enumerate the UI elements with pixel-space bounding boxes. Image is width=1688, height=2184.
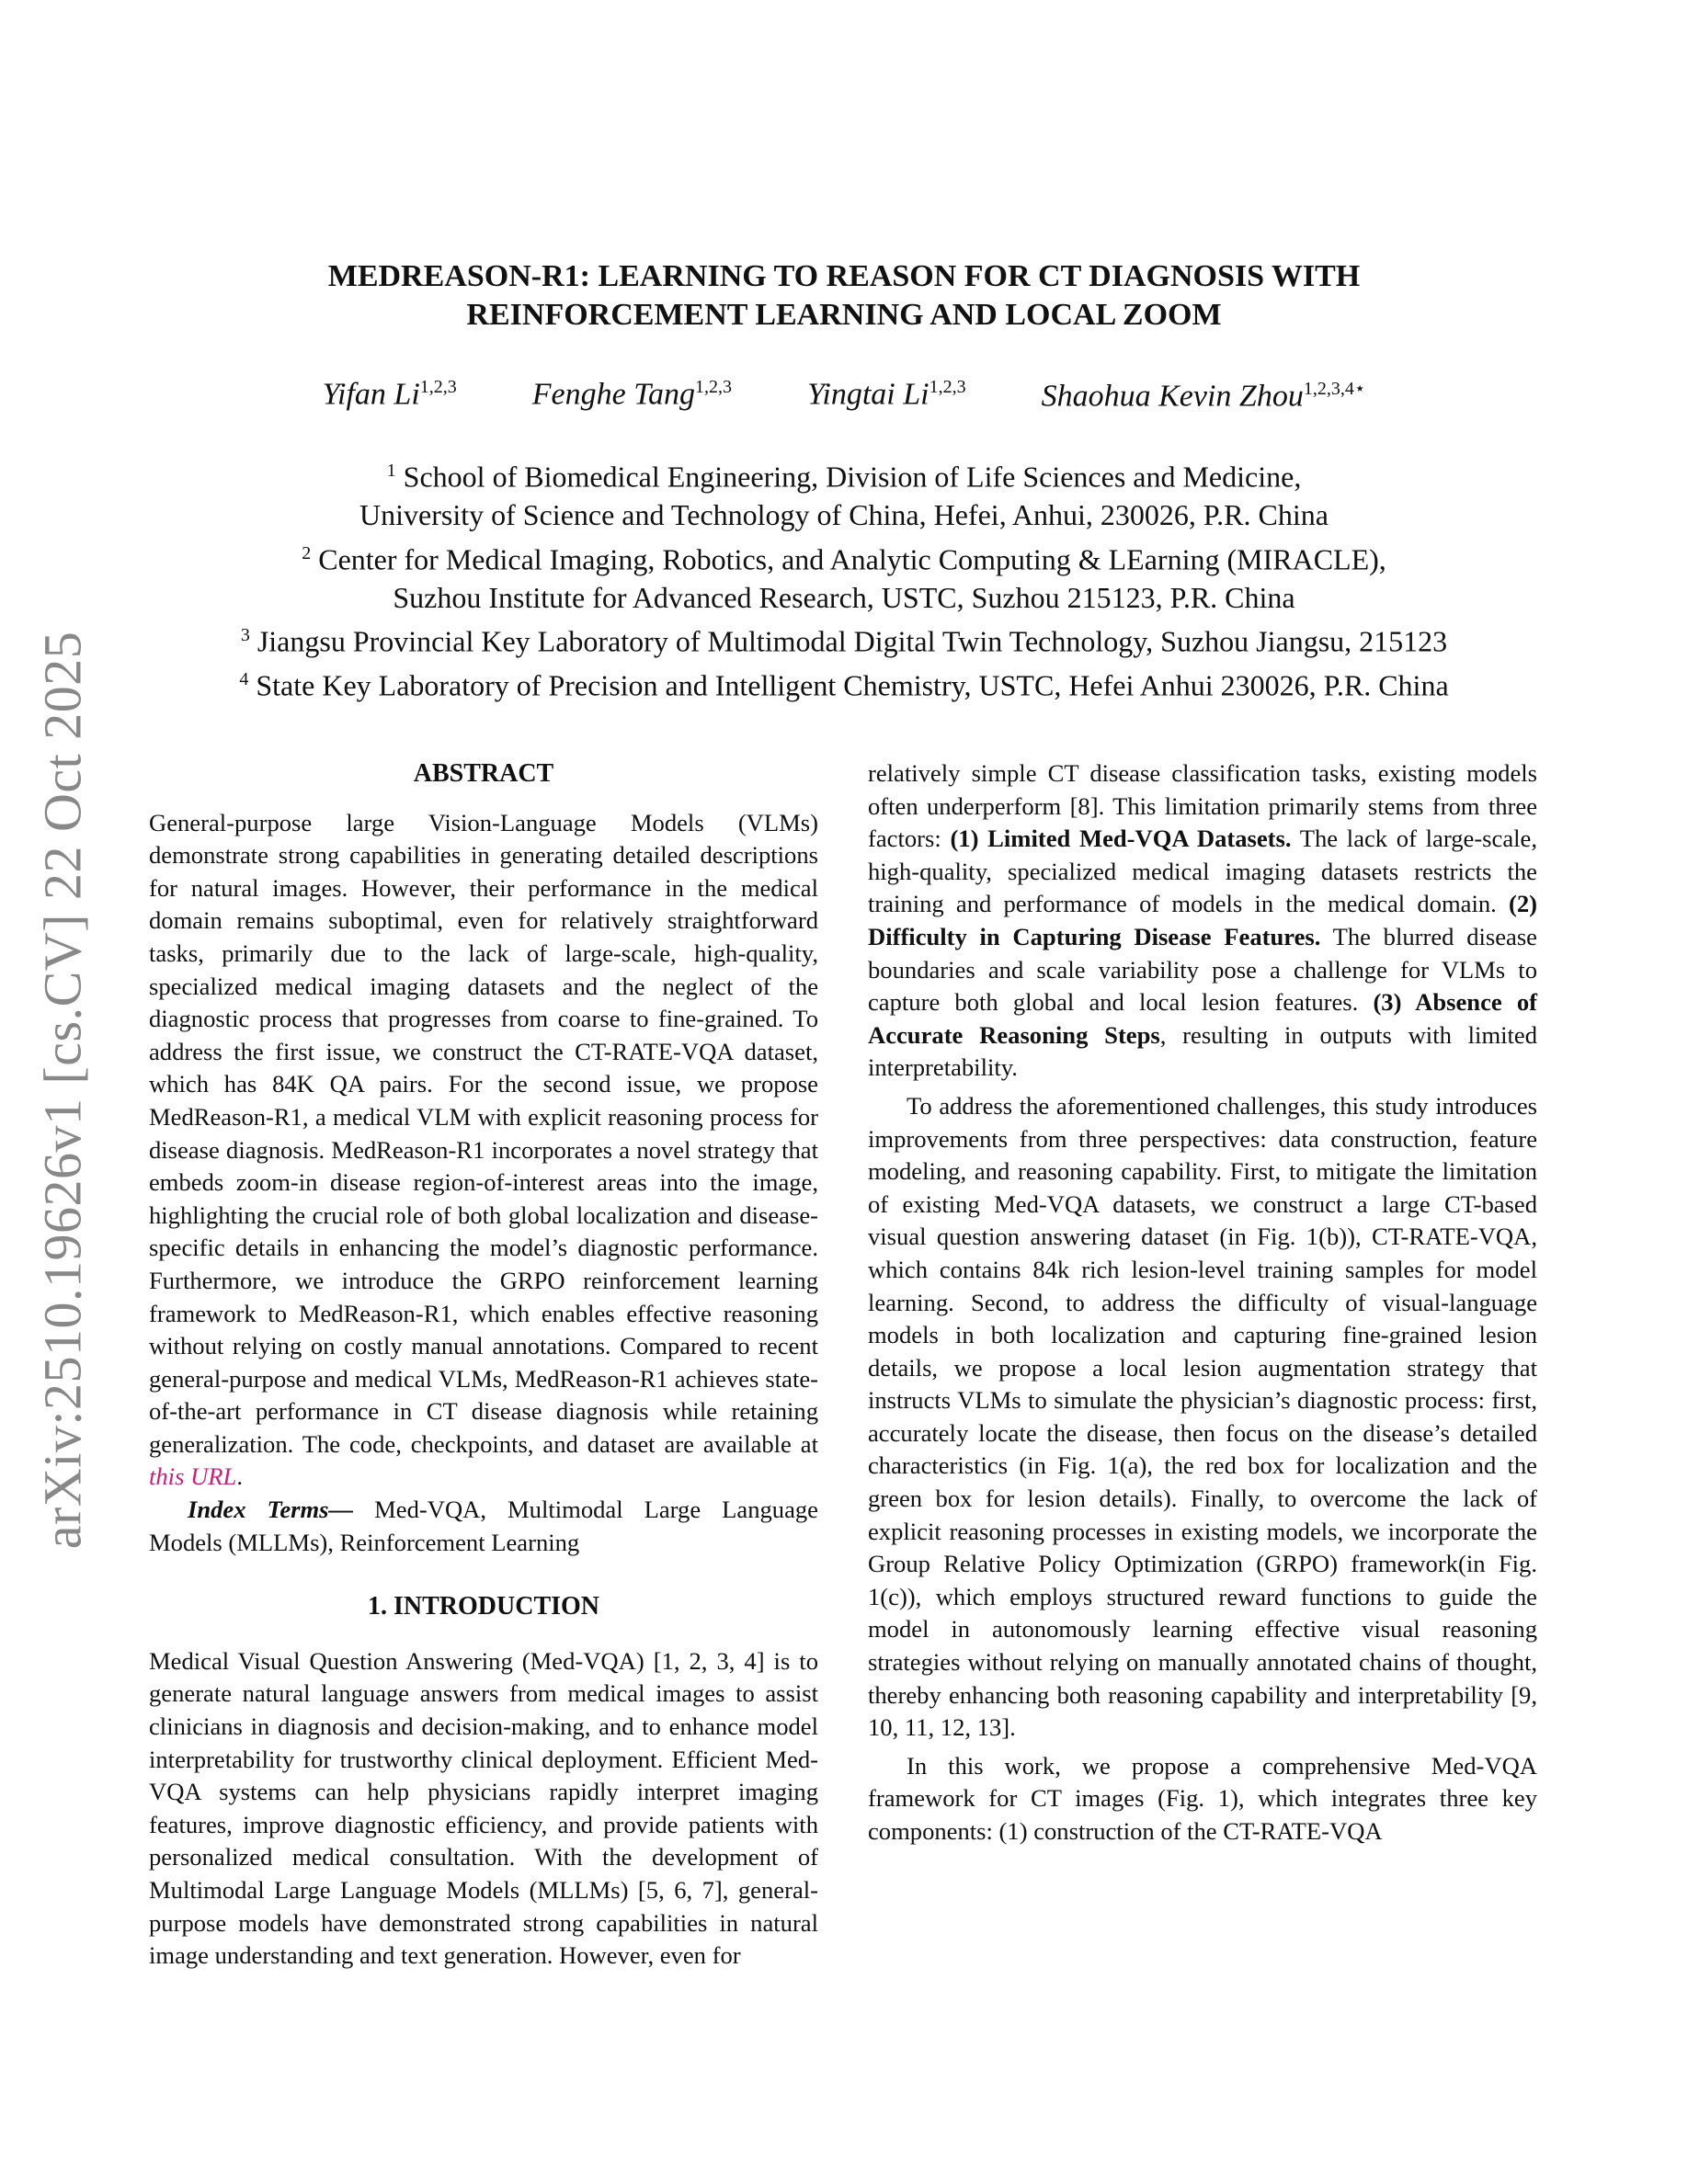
author-list <box>184 377 1504 414</box>
dataset-link[interactable]: this URL <box>149 1462 237 1491</box>
author: Yingtai Li$^{1,2,3}$ <box>807 377 966 412</box>
affiliations <box>129 452 1559 706</box>
paper-title <box>184 257 1504 335</box>
arxiv-identifier: arXiv:2510.19626v1 [cs.CV] 22 Oct 2025 <box>32 631 93 1550</box>
intro-paragraph-2: To address the aforementioned challenges, this study introduces improvements from three perspectives: data construction, feature modeling, and reasoning capability. First, to mitigate the limitation of existing Med-VQA datasets, we construct a large CT-based visual question answering dataset (in Fig. 1(b)), CT-RATE-VQA, which contains 84k rich lesion-level training samples for model learning. Second, to address the difficulty of visual-language models in both localization and capturing fine-grained lesion details, we propose a local lesion augmentation strategy that instructs VLMs to simulate the physician’s diagnostic process: first, accurately locate the disease, then focus on the disease’s detailed characteristics (in Fig. 1(a), the red box for localization and the green box for lesion details). Finally, to overcome the lack of explicit reasoning processes in existing models, we incorporate the Group Relative Policy Optimization (GRPO) framework(in Fig. 1(c)), which employs structured reward functions to guide the model in autonomously learning effective visual reasoning strategies without relying on manually annotated chains of thought, thereby enhancing both reasoning capability and interpretability [9, 10, 11, 12, 13]. <box>868 1091 1537 1742</box>
title-line-2: REINFORCEMENT LEARNING AND LOCAL ZOOM <box>466 298 1222 332</box>
affiliation-2: $^2$ Center for Medical Imaging, Robotics, and Analytic Computing & LEarning (MIRACLE), <box>302 542 1386 576</box>
author: Yifan Li$^{1,2,3}$ <box>322 377 457 412</box>
left-column <box>149 757 818 1973</box>
introduction-heading: 1. INTRODUCTION <box>367 1592 600 1621</box>
author: Shaohua Kevin Zhou$^{1,2,3,4⋆}$ <box>1041 379 1366 414</box>
intro-paragraph-1-continued: relatively simple CT disease classification tasks, existing models often underperform [8]. This limitation primarily stems from three factors: (1) Limited Med-VQA Datasets. The lack of large-scale, high-quality, specialized medical imaging datasets restricts the training and performance of models in the medical domain. (2) Difficulty in Capturing Disease Features. The blurred disease boundaries and scale variability pose a challenge for VLMs to capture both global and local lesion features. (3) Absence of Accurate Reasoning Steps, resulting in outputs with limited interpretability. <box>868 759 1538 1082</box>
right-column <box>868 757 1537 1848</box>
index-terms: Index Terms— Med-VQA, Multimodal Large Language Models (MLLMs), Reinforcement Learning <box>149 1496 818 1556</box>
affiliation-4: $^4$ State Key Laboratory of Precision and Intelligent Chemistry, USTC, Hefei Anhui 230026, P.R. China <box>239 669 1449 703</box>
arxiv-sidebar-stamp <box>26 609 99 1572</box>
intro-paragraph-3: In this work, we propose a comprehensive Med-VQA framework for CT images (Fig. 1), which integrates three key components: (1) construction of the CT-RATE-VQA <box>868 1751 1537 1845</box>
abstract-heading: ABSTRACT <box>413 759 554 788</box>
affiliation-3: $^3$ Jiangsu Provincial Key Laboratory of Multimodal Digital Twin Technology, Suzhou Jiangsu, 215123 <box>240 624 1448 658</box>
affiliation-2-cont: Suzhou Institute for Advanced Research, USTC, Suzhou 215123, P.R. China <box>393 580 1295 614</box>
affiliation-1: $^1$ School of Biomedical Engineering, Division of Life Sciences and Medicine, <box>386 460 1302 494</box>
author: Fenghe Tang$^{1,2,3}$ <box>531 377 733 412</box>
affiliation-1-cont: University of Science and Technology of China, Hefei, Anhui, 230026, P.R. China <box>359 498 1329 532</box>
title-line-1: MEDREASON-R1: LEARNING TO REASON FOR CT DIAGNOSIS WITH <box>327 259 1361 293</box>
intro-paragraph-1: Medical Visual Question Answering (Med-VQA) [1, 2, 3, 4] is to generate natural language answers from medical images to assist clinicians in diagnosis and decision-making, and to enhance model interpretability for trustworthy clinical deployment. Efficient Med-VQA systems can help physicians rapidly interpret imaging features, improve diagnostic efficiency, and provide patients with personalized medical consultation. With the development of Multimodal Large Language Models (MLLMs) [5, 6, 7], general-purpose models have demonstrated strong capabilities in natural image understanding and text generation. However, even for <box>149 1646 818 1970</box>
abstract-body: General-purpose large Vision-Language Models (VLMs) demonstrate strong capabilities in generating detailed descriptions for natural images. However, their performance in the medical domain remains suboptimal, even for relatively straightforward tasks, primarily due to the lack of large-scale, high-quality, specialized medical imaging datasets and the neglect of the diagnostic process that progresses from coarse to fine-grained. To address the first issue, we construct the CT-RATE-VQA dataset, which has 84K QA pairs. For the second issue, we propose MedReason-R1, a medical VLM with explicit reasoning process for disease diagnosis. MedReason-R1 incorporates a novel strategy that embeds zoom-in disease region-of-interest areas into the image, highlighting the crucial role of both global localization and disease-specific details in enhancing the model’s diagnostic performance. Furthermore, we introduce the GRPO reinforcement learning framework to MedReason-R1, which enables effective reasoning without relying on costly manual annotations. Compared to recent general-purpose and medical VLMs, MedReason-R1 achieves state-of-the-art performance in CT disease diagnosis while retaining generalization. The code, checkpoints, and dataset are available at this URL. <box>149 808 818 1491</box>
